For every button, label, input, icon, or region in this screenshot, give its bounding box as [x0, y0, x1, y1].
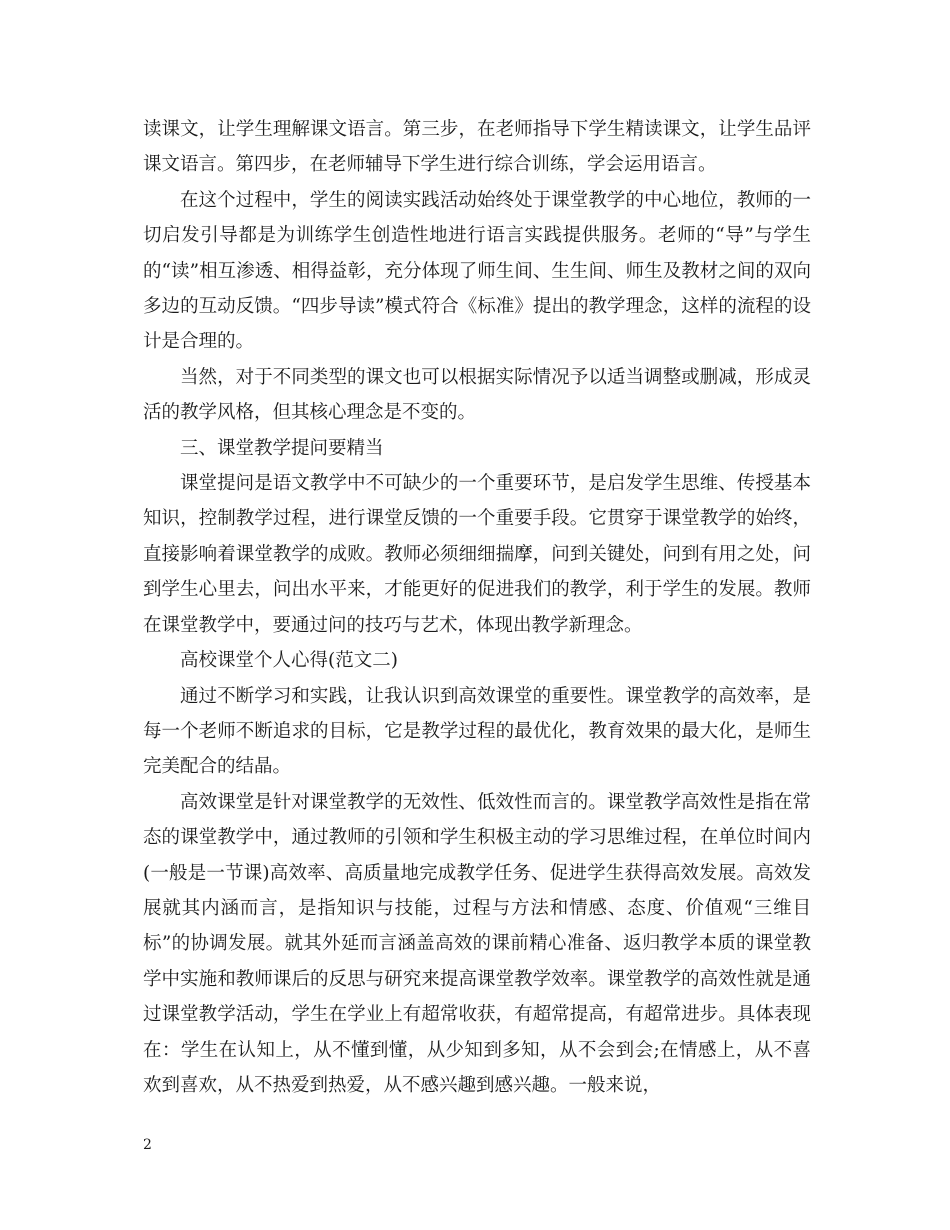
paragraph-2: 在这个过程中，学生的阅读实践活动始终处于课堂教学的中心地位，教师的一切启发引导都是为训练学生创造性地进行语言实践提供服务。老师的“导”与学生的“读”相互渗透、相得益彰，充分体现了师生间、生生间、师生及教材之间的双向多边的互动反馈。“四步导读”模式符合《标准》提出的教学理念，这样的流程的设计是合理的。 — [143, 189, 811, 353]
paragraph-6: 高效课堂是针对课堂教学的无效性、低效性而言的。课堂教学高效性是指在常态的课堂教学中，通过教师的引领和学生积极主动的学习思维过程，在单位时间内(一般是一节课)高效率、高质量地完成教学任务、促进学生获得高效发展。高效发展就其内涵而言，是指知识与技能，过程与方法和情感、态度、价值观“三维目标”的协调发展。就其外延而言涵盖高效的课前精心准备、返归教学本质的课堂教学中实施和教师课后的反思与研究来提高课堂教学效率。课堂教学的高效性就是通过课堂教学活动，学生在学业上有超常收获，有超常提高，有超常进步。具体表现在：学生在认知上，从不懂到懂，从少知到多知，从不会到会;在情感上，从不喜欢到喜欢，从不热爱到热爱，从不感兴趣到感兴趣。一般来说， — [143, 791, 811, 1096]
page-number: 2 — [143, 1137, 152, 1153]
paragraph-5: 通过不断学习和实践，让我认识到高效课堂的重要性。课堂教学的高效率，是每一个老师不断追求的目标，它是教学过程的最优化，教育效果的最大化，是师生完美配合的结晶。 — [143, 685, 811, 778]
document-body — [143, 112, 811, 1103]
paragraph-3: 当然，对于不同类型的课文也可以根据实际情况予以适当调整或删减，形成灵活的教学风格，但其核心理念是不变的。 — [143, 366, 811, 424]
essay-title-2: 高校课堂个人心得(范文二) — [180, 650, 398, 672]
paragraph-1: 读课文，让学生理解课文语言。第三步，在老师指导下学生精读课文，让学生品评课文语言。第四步，在老师辅导下学生进行综合训练，学会运用语言。 — [143, 119, 811, 176]
paragraph-4: 课堂提问是语文教学中不可缺少的一个重要环节，是启发学生思维、传授基本知识，控制教学过程，进行课堂反馈的一个重要手段。它贯穿于课堂教学的始终，直接影响着课堂教学的成败。教师必须细细揣摩，问到关键处，问到有用之处，问到学生心里去，问出水平来，才能更好的促进我们的教学，利于学生的发展。教师在课堂教学中，要通过问的技巧与艺术，体现出教学新理念。 — [143, 473, 811, 636]
section-heading-3: 三、课堂教学提问要精当 — [180, 437, 384, 459]
